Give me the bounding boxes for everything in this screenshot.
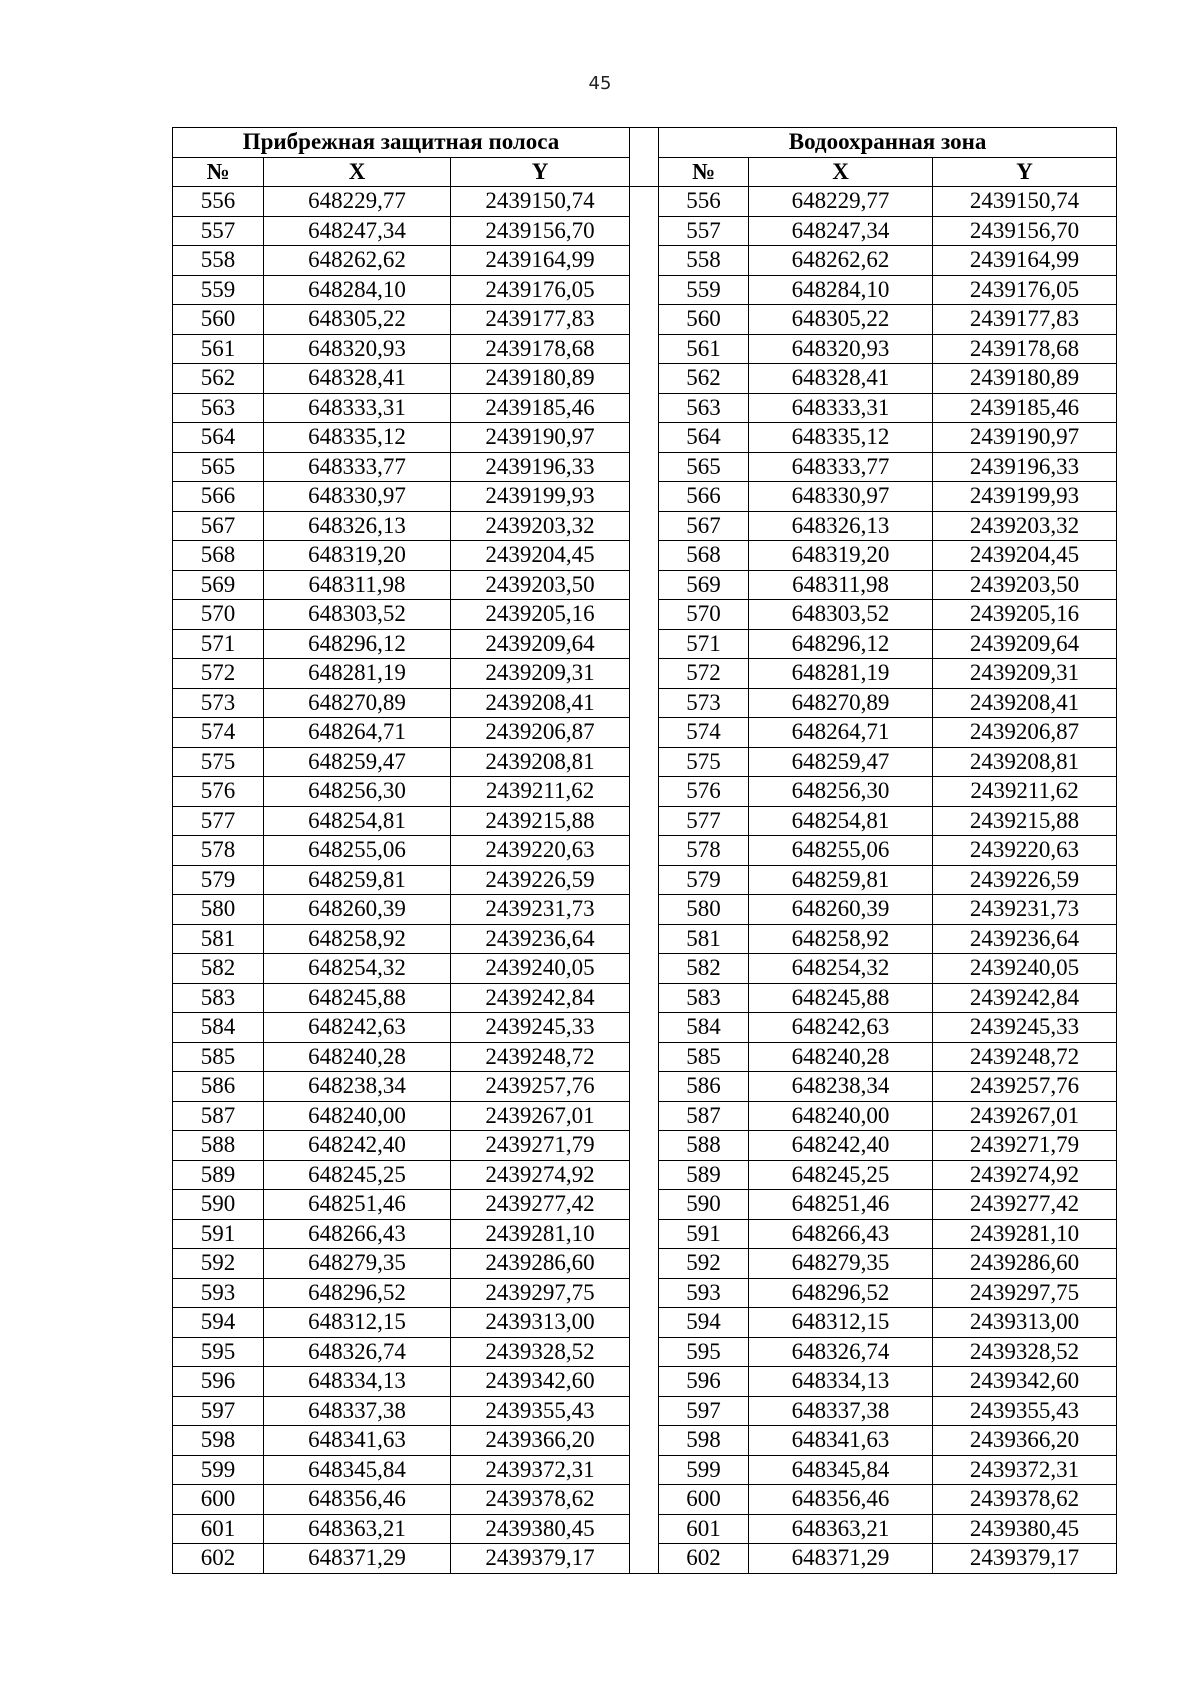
left-y-value: 2439190,97 xyxy=(451,423,630,453)
right-y-value: 2439236,64 xyxy=(933,924,1117,954)
right-point-number: 569 xyxy=(659,570,749,600)
left-y-value: 2439355,43 xyxy=(451,1396,630,1426)
right-y-value: 2439164,99 xyxy=(933,246,1117,276)
right-point-number: 596 xyxy=(659,1367,749,1397)
right-point-number: 585 xyxy=(659,1042,749,1072)
right-y-value: 2439215,88 xyxy=(933,806,1117,836)
left-y-value: 2439240,05 xyxy=(451,954,630,984)
right-col-number-header: № xyxy=(659,157,749,187)
right-y-value: 2439328,52 xyxy=(933,1337,1117,1367)
left-point-number: 599 xyxy=(173,1455,264,1485)
left-x-value: 648242,63 xyxy=(264,1013,451,1043)
right-y-value: 2439211,62 xyxy=(933,777,1117,807)
right-point-number: 576 xyxy=(659,777,749,807)
left-x-value: 648264,71 xyxy=(264,718,451,748)
right-x-value: 648242,63 xyxy=(749,1013,933,1043)
right-x-value: 648312,15 xyxy=(749,1308,933,1338)
left-y-value: 2439226,59 xyxy=(451,865,630,895)
right-x-value: 648326,74 xyxy=(749,1337,933,1367)
left-col-y-header: Y xyxy=(451,157,630,187)
left-y-value: 2439208,81 xyxy=(451,747,630,777)
left-point-number: 590 xyxy=(173,1190,264,1220)
right-x-value: 648356,46 xyxy=(749,1485,933,1515)
right-y-value: 2439199,93 xyxy=(933,482,1117,512)
right-x-value: 648245,25 xyxy=(749,1160,933,1190)
left-x-value: 648254,32 xyxy=(264,954,451,984)
left-x-value: 648281,19 xyxy=(264,659,451,689)
right-y-value: 2439231,73 xyxy=(933,895,1117,925)
left-x-value: 648260,39 xyxy=(264,895,451,925)
left-x-value: 648251,46 xyxy=(264,1190,451,1220)
left-y-value: 2439215,88 xyxy=(451,806,630,836)
left-x-value: 648238,34 xyxy=(264,1072,451,1102)
left-point-number: 600 xyxy=(173,1485,264,1515)
right-x-value: 648245,88 xyxy=(749,983,933,1013)
right-point-number: 582 xyxy=(659,954,749,984)
right-point-number: 586 xyxy=(659,1072,749,1102)
left-point-number: 594 xyxy=(173,1308,264,1338)
right-y-value: 2439190,97 xyxy=(933,423,1117,453)
left-point-number: 556 xyxy=(173,187,264,217)
left-point-number: 598 xyxy=(173,1426,264,1456)
right-y-value: 2439209,31 xyxy=(933,659,1117,689)
table-row xyxy=(173,187,1117,217)
right-point-number: 572 xyxy=(659,659,749,689)
right-point-number: 594 xyxy=(659,1308,749,1338)
left-x-value: 648259,47 xyxy=(264,747,451,777)
left-point-number: 583 xyxy=(173,983,264,1013)
right-x-value: 648229,77 xyxy=(749,187,933,217)
left-point-number: 573 xyxy=(173,688,264,718)
left-y-value: 2439208,41 xyxy=(451,688,630,718)
right-x-value: 648266,43 xyxy=(749,1219,933,1249)
right-x-value: 648335,12 xyxy=(749,423,933,453)
right-y-value: 2439380,45 xyxy=(933,1514,1117,1544)
left-x-value: 648240,00 xyxy=(264,1101,451,1131)
right-section-title: Водоохранная зона xyxy=(659,128,1117,158)
right-point-number: 567 xyxy=(659,511,749,541)
left-y-value: 2439177,83 xyxy=(451,305,630,335)
right-point-number: 578 xyxy=(659,836,749,866)
left-y-value: 2439156,70 xyxy=(451,216,630,246)
left-point-number: 579 xyxy=(173,865,264,895)
left-point-number: 557 xyxy=(173,216,264,246)
left-point-number: 571 xyxy=(173,629,264,659)
left-y-value: 2439342,60 xyxy=(451,1367,630,1397)
right-x-value: 648251,46 xyxy=(749,1190,933,1220)
right-point-number: 581 xyxy=(659,924,749,954)
coordinates-table xyxy=(172,127,1117,1574)
right-x-value: 648296,12 xyxy=(749,629,933,659)
left-y-value: 2439176,05 xyxy=(451,275,630,305)
left-y-value: 2439206,87 xyxy=(451,718,630,748)
left-point-number: 592 xyxy=(173,1249,264,1279)
left-x-value: 648326,13 xyxy=(264,511,451,541)
right-col-x-header: X xyxy=(749,157,933,187)
left-y-value: 2439236,64 xyxy=(451,924,630,954)
right-point-number: 562 xyxy=(659,364,749,394)
left-point-number: 589 xyxy=(173,1160,264,1190)
left-x-value: 648259,81 xyxy=(264,865,451,895)
right-x-value: 648311,98 xyxy=(749,570,933,600)
right-y-value: 2439274,92 xyxy=(933,1160,1117,1190)
right-x-value: 648254,81 xyxy=(749,806,933,836)
left-x-value: 648270,89 xyxy=(264,688,451,718)
left-x-value: 648319,20 xyxy=(264,541,451,571)
right-y-value: 2439313,00 xyxy=(933,1308,1117,1338)
left-x-value: 648296,12 xyxy=(264,629,451,659)
right-y-value: 2439176,05 xyxy=(933,275,1117,305)
right-x-value: 648334,13 xyxy=(749,1367,933,1397)
right-y-value: 2439242,84 xyxy=(933,983,1117,1013)
left-x-value: 648356,46 xyxy=(264,1485,451,1515)
left-x-value: 648363,21 xyxy=(264,1514,451,1544)
right-x-value: 648262,62 xyxy=(749,246,933,276)
right-y-value: 2439271,79 xyxy=(933,1131,1117,1161)
left-y-value: 2439180,89 xyxy=(451,364,630,394)
left-x-value: 648279,35 xyxy=(264,1249,451,1279)
left-point-number: 585 xyxy=(173,1042,264,1072)
left-y-value: 2439366,20 xyxy=(451,1426,630,1456)
right-point-number: 570 xyxy=(659,600,749,630)
right-point-number: 587 xyxy=(659,1101,749,1131)
left-point-number: 578 xyxy=(173,836,264,866)
right-point-number: 559 xyxy=(659,275,749,305)
left-point-number: 561 xyxy=(173,334,264,364)
right-y-value: 2439203,50 xyxy=(933,570,1117,600)
left-x-value: 648328,41 xyxy=(264,364,451,394)
right-x-value: 648264,71 xyxy=(749,718,933,748)
right-y-value: 2439379,17 xyxy=(933,1544,1117,1574)
left-point-number: 572 xyxy=(173,659,264,689)
right-point-number: 599 xyxy=(659,1455,749,1485)
right-y-value: 2439206,87 xyxy=(933,718,1117,748)
right-x-value: 648319,20 xyxy=(749,541,933,571)
right-y-value: 2439297,75 xyxy=(933,1278,1117,1308)
left-point-number: 566 xyxy=(173,482,264,512)
left-point-number: 601 xyxy=(173,1514,264,1544)
right-x-value: 648259,47 xyxy=(749,747,933,777)
left-x-value: 648333,77 xyxy=(264,452,451,482)
left-point-number: 591 xyxy=(173,1219,264,1249)
right-x-value: 648247,34 xyxy=(749,216,933,246)
right-point-number: 600 xyxy=(659,1485,749,1515)
right-point-number: 561 xyxy=(659,334,749,364)
left-y-value: 2439204,45 xyxy=(451,541,630,571)
right-y-value: 2439277,42 xyxy=(933,1190,1117,1220)
left-x-value: 648245,88 xyxy=(264,983,451,1013)
right-x-value: 648238,34 xyxy=(749,1072,933,1102)
section-header-row xyxy=(173,128,1117,158)
right-x-value: 648333,31 xyxy=(749,393,933,423)
right-point-number: 560 xyxy=(659,305,749,335)
left-y-value: 2439185,46 xyxy=(451,393,630,423)
left-point-number: 575 xyxy=(173,747,264,777)
left-point-number: 593 xyxy=(173,1278,264,1308)
right-y-value: 2439286,60 xyxy=(933,1249,1117,1279)
right-point-number: 590 xyxy=(659,1190,749,1220)
left-x-value: 648371,29 xyxy=(264,1544,451,1574)
left-point-number: 582 xyxy=(173,954,264,984)
left-y-value: 2439196,33 xyxy=(451,452,630,482)
left-x-value: 648284,10 xyxy=(264,275,451,305)
left-point-number: 588 xyxy=(173,1131,264,1161)
right-x-value: 648330,97 xyxy=(749,482,933,512)
left-x-value: 648245,25 xyxy=(264,1160,451,1190)
right-y-value: 2439240,05 xyxy=(933,954,1117,984)
left-x-value: 648254,81 xyxy=(264,806,451,836)
left-x-value: 648240,28 xyxy=(264,1042,451,1072)
right-y-value: 2439378,62 xyxy=(933,1485,1117,1515)
left-section-title: Прибрежная защитная полоса xyxy=(173,128,630,158)
right-point-number: 575 xyxy=(659,747,749,777)
left-x-value: 648333,31 xyxy=(264,393,451,423)
left-col-x-header: X xyxy=(264,157,451,187)
left-y-value: 2439199,93 xyxy=(451,482,630,512)
left-y-value: 2439271,79 xyxy=(451,1131,630,1161)
left-x-value: 648266,43 xyxy=(264,1219,451,1249)
left-y-value: 2439150,74 xyxy=(451,187,630,217)
right-y-value: 2439208,81 xyxy=(933,747,1117,777)
right-y-value: 2439208,41 xyxy=(933,688,1117,718)
right-point-number: 584 xyxy=(659,1013,749,1043)
page-number: 45 xyxy=(588,73,612,94)
right-y-value: 2439245,33 xyxy=(933,1013,1117,1043)
left-point-number: 563 xyxy=(173,393,264,423)
left-x-value: 648258,92 xyxy=(264,924,451,954)
left-point-number: 595 xyxy=(173,1337,264,1367)
left-point-number: 597 xyxy=(173,1396,264,1426)
right-x-value: 648240,00 xyxy=(749,1101,933,1131)
left-x-value: 648247,34 xyxy=(264,216,451,246)
left-y-value: 2439209,31 xyxy=(451,659,630,689)
right-point-number: 568 xyxy=(659,541,749,571)
right-y-value: 2439180,89 xyxy=(933,364,1117,394)
right-y-value: 2439203,32 xyxy=(933,511,1117,541)
coordinates-body xyxy=(173,187,1117,1574)
left-point-number: 577 xyxy=(173,806,264,836)
right-point-number: 597 xyxy=(659,1396,749,1426)
right-x-value: 648260,39 xyxy=(749,895,933,925)
right-x-value: 648256,30 xyxy=(749,777,933,807)
left-y-value: 2439242,84 xyxy=(451,983,630,1013)
left-y-value: 2439211,62 xyxy=(451,777,630,807)
right-y-value: 2439204,45 xyxy=(933,541,1117,571)
right-point-number: 580 xyxy=(659,895,749,925)
right-point-number: 591 xyxy=(659,1219,749,1249)
right-y-value: 2439281,10 xyxy=(933,1219,1117,1249)
right-y-value: 2439248,72 xyxy=(933,1042,1117,1072)
left-x-value: 648296,52 xyxy=(264,1278,451,1308)
left-point-number: 565 xyxy=(173,452,264,482)
left-y-value: 2439205,16 xyxy=(451,600,630,630)
left-point-number: 567 xyxy=(173,511,264,541)
right-x-value: 648341,63 xyxy=(749,1426,933,1456)
left-x-value: 648345,84 xyxy=(264,1455,451,1485)
right-y-value: 2439177,83 xyxy=(933,305,1117,335)
right-x-value: 648242,40 xyxy=(749,1131,933,1161)
right-x-value: 648255,06 xyxy=(749,836,933,866)
left-y-value: 2439286,60 xyxy=(451,1249,630,1279)
right-x-value: 648240,28 xyxy=(749,1042,933,1072)
left-x-value: 648242,40 xyxy=(264,1131,451,1161)
left-x-value: 648335,12 xyxy=(264,423,451,453)
right-x-value: 648371,29 xyxy=(749,1544,933,1574)
left-point-number: 570 xyxy=(173,600,264,630)
right-x-value: 648363,21 xyxy=(749,1514,933,1544)
separator-cell xyxy=(630,187,659,1574)
right-point-number: 598 xyxy=(659,1426,749,1456)
right-point-number: 556 xyxy=(659,187,749,217)
left-point-number: 574 xyxy=(173,718,264,748)
right-point-number: 557 xyxy=(659,216,749,246)
separator-column xyxy=(630,128,659,187)
left-point-number: 568 xyxy=(173,541,264,571)
right-y-value: 2439226,59 xyxy=(933,865,1117,895)
right-y-value: 2439257,76 xyxy=(933,1072,1117,1102)
left-point-number: 584 xyxy=(173,1013,264,1043)
left-y-value: 2439203,32 xyxy=(451,511,630,541)
right-point-number: 579 xyxy=(659,865,749,895)
right-y-value: 2439178,68 xyxy=(933,334,1117,364)
right-y-value: 2439209,64 xyxy=(933,629,1117,659)
left-x-value: 648305,22 xyxy=(264,305,451,335)
left-y-value: 2439267,01 xyxy=(451,1101,630,1131)
left-y-value: 2439380,45 xyxy=(451,1514,630,1544)
right-x-value: 648328,41 xyxy=(749,364,933,394)
left-y-value: 2439231,73 xyxy=(451,895,630,925)
right-point-number: 571 xyxy=(659,629,749,659)
left-x-value: 648255,06 xyxy=(264,836,451,866)
left-point-number: 560 xyxy=(173,305,264,335)
left-point-number: 562 xyxy=(173,364,264,394)
left-x-value: 648256,30 xyxy=(264,777,451,807)
right-x-value: 648281,19 xyxy=(749,659,933,689)
right-point-number: 565 xyxy=(659,452,749,482)
right-x-value: 648258,92 xyxy=(749,924,933,954)
right-point-number: 566 xyxy=(659,482,749,512)
right-y-value: 2439366,20 xyxy=(933,1426,1117,1456)
right-y-value: 2439150,74 xyxy=(933,187,1117,217)
right-point-number: 595 xyxy=(659,1337,749,1367)
right-point-number: 574 xyxy=(659,718,749,748)
right-point-number: 601 xyxy=(659,1514,749,1544)
right-y-value: 2439205,16 xyxy=(933,600,1117,630)
left-y-value: 2439277,42 xyxy=(451,1190,630,1220)
left-point-number: 602 xyxy=(173,1544,264,1574)
left-y-value: 2439378,62 xyxy=(451,1485,630,1515)
left-x-value: 648312,15 xyxy=(264,1308,451,1338)
left-col-number-header: № xyxy=(173,157,264,187)
right-x-value: 648345,84 xyxy=(749,1455,933,1485)
left-x-value: 648229,77 xyxy=(264,187,451,217)
left-y-value: 2439220,63 xyxy=(451,836,630,866)
left-y-value: 2439257,76 xyxy=(451,1072,630,1102)
left-point-number: 580 xyxy=(173,895,264,925)
right-point-number: 564 xyxy=(659,423,749,453)
right-x-value: 648320,93 xyxy=(749,334,933,364)
left-y-value: 2439379,17 xyxy=(451,1544,630,1574)
left-point-number: 576 xyxy=(173,777,264,807)
right-y-value: 2439185,46 xyxy=(933,393,1117,423)
left-x-value: 648330,97 xyxy=(264,482,451,512)
left-y-value: 2439281,10 xyxy=(451,1219,630,1249)
right-point-number: 563 xyxy=(659,393,749,423)
right-x-value: 648259,81 xyxy=(749,865,933,895)
right-y-value: 2439342,60 xyxy=(933,1367,1117,1397)
right-point-number: 583 xyxy=(659,983,749,1013)
left-y-value: 2439209,64 xyxy=(451,629,630,659)
left-y-value: 2439178,68 xyxy=(451,334,630,364)
right-y-value: 2439267,01 xyxy=(933,1101,1117,1131)
right-point-number: 577 xyxy=(659,806,749,836)
left-x-value: 648341,63 xyxy=(264,1426,451,1456)
left-y-value: 2439297,75 xyxy=(451,1278,630,1308)
left-x-value: 648334,13 xyxy=(264,1367,451,1397)
left-x-value: 648262,62 xyxy=(264,246,451,276)
left-y-value: 2439328,52 xyxy=(451,1337,630,1367)
right-x-value: 648279,35 xyxy=(749,1249,933,1279)
right-y-value: 2439196,33 xyxy=(933,452,1117,482)
left-x-value: 648303,52 xyxy=(264,600,451,630)
left-point-number: 569 xyxy=(173,570,264,600)
right-x-value: 648305,22 xyxy=(749,305,933,335)
left-y-value: 2439245,33 xyxy=(451,1013,630,1043)
left-y-value: 2439203,50 xyxy=(451,570,630,600)
right-x-value: 648303,52 xyxy=(749,600,933,630)
right-x-value: 648333,77 xyxy=(749,452,933,482)
left-point-number: 564 xyxy=(173,423,264,453)
right-point-number: 558 xyxy=(659,246,749,276)
left-x-value: 648320,93 xyxy=(264,334,451,364)
left-x-value: 648311,98 xyxy=(264,570,451,600)
left-point-number: 581 xyxy=(173,924,264,954)
left-y-value: 2439164,99 xyxy=(451,246,630,276)
right-point-number: 592 xyxy=(659,1249,749,1279)
right-x-value: 648296,52 xyxy=(749,1278,933,1308)
left-y-value: 2439313,00 xyxy=(451,1308,630,1338)
right-point-number: 593 xyxy=(659,1278,749,1308)
left-point-number: 559 xyxy=(173,275,264,305)
right-y-value: 2439372,31 xyxy=(933,1455,1117,1485)
right-x-value: 648254,32 xyxy=(749,954,933,984)
left-y-value: 2439248,72 xyxy=(451,1042,630,1072)
right-x-value: 648326,13 xyxy=(749,511,933,541)
left-point-number: 558 xyxy=(173,246,264,276)
left-y-value: 2439372,31 xyxy=(451,1455,630,1485)
left-point-number: 586 xyxy=(173,1072,264,1102)
left-point-number: 596 xyxy=(173,1367,264,1397)
right-point-number: 589 xyxy=(659,1160,749,1190)
right-y-value: 2439220,63 xyxy=(933,836,1117,866)
right-x-value: 648284,10 xyxy=(749,275,933,305)
left-x-value: 648326,74 xyxy=(264,1337,451,1367)
right-x-value: 648270,89 xyxy=(749,688,933,718)
right-y-value: 2439355,43 xyxy=(933,1396,1117,1426)
right-point-number: 602 xyxy=(659,1544,749,1574)
left-x-value: 648337,38 xyxy=(264,1396,451,1426)
right-y-value: 2439156,70 xyxy=(933,216,1117,246)
right-point-number: 573 xyxy=(659,688,749,718)
right-col-y-header: Y xyxy=(933,157,1117,187)
right-x-value: 648337,38 xyxy=(749,1396,933,1426)
right-point-number: 588 xyxy=(659,1131,749,1161)
left-y-value: 2439274,92 xyxy=(451,1160,630,1190)
left-point-number: 587 xyxy=(173,1101,264,1131)
